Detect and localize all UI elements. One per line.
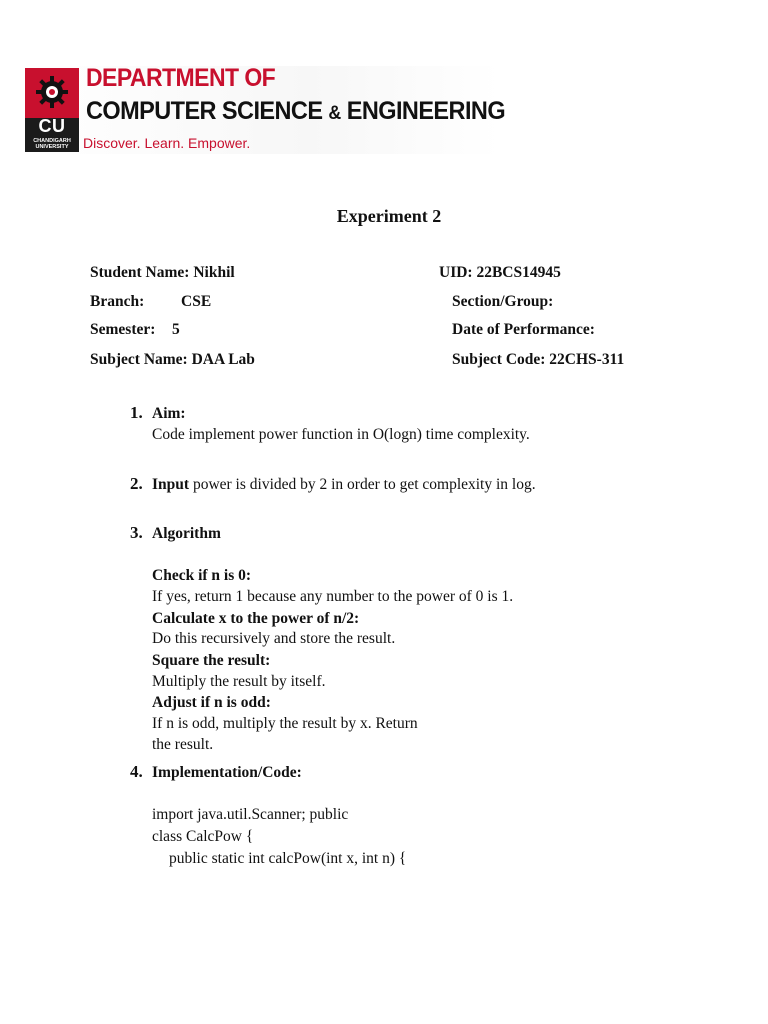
page-title: Experiment 2	[336, 206, 442, 226]
algorithm-heading: Algorithm	[152, 525, 221, 542]
gear-emblem-icon	[34, 74, 70, 110]
algorithm-step-heading: Check if n is 0:	[152, 567, 252, 584]
aim-heading: Aim:	[152, 405, 186, 422]
department-title-line1: DEPARTMENT OF	[86, 64, 276, 92]
input-heading: Input	[152, 476, 190, 493]
department-title-line2: COMPUTER SCIENCE & ENGINEERING	[86, 97, 506, 125]
section-group: Section/Group:	[452, 293, 554, 310]
section-number-algorithm: 3.	[130, 523, 143, 542]
student-name: Student Name: Nikhil	[90, 264, 235, 281]
semester-label: Semester:	[90, 321, 156, 338]
algorithm-step-heading: Adjust if n is odd:	[152, 694, 271, 711]
algorithm-step-text: the result.	[152, 736, 214, 753]
aim-text: Code implement power function in O(logn) time complexity.	[152, 426, 530, 443]
branch-label: Branch:	[90, 293, 145, 310]
implementation-heading: Implementation/Code:	[152, 764, 302, 781]
algorithm-step-text: Do this recursively and store the result.	[152, 630, 396, 647]
semester-value: 5	[172, 321, 180, 338]
tagline: Discover. Learn. Empower.	[83, 135, 251, 151]
uid: UID: 22BCS14945	[439, 264, 561, 281]
section-number-implementation: 4.	[130, 762, 143, 781]
subject-code: Subject Code: 22CHS-311	[452, 351, 625, 368]
code-line: class CalcPow {	[152, 828, 254, 845]
logo-university-name: CHANDIGARH UNIVERSITY	[33, 138, 71, 150]
algorithm-step-heading: Calculate x to the power of n/2:	[152, 610, 360, 627]
university-logo	[25, 68, 79, 152]
code-line: public static int calcPow(int x, int n) {	[169, 850, 407, 867]
algorithm-step-text: If n is odd, multiply the result by x. Return	[152, 715, 418, 732]
input-paragraph	[152, 476, 536, 494]
section-number-aim: 1.	[130, 403, 143, 422]
algorithm-step-text: If yes, return 1 because any number to the power of 0 is 1.	[152, 588, 514, 605]
input-text: power is divided by 2 in order to get complexity in log.	[189, 476, 536, 493]
algorithm-step-heading: Square the result:	[152, 652, 271, 669]
section-number-input: 2.	[130, 474, 143, 493]
date-of-performance: Date of Performance:	[452, 321, 595, 338]
code-line: import java.util.Scanner; public	[152, 806, 349, 823]
branch-value: CSE	[181, 293, 212, 310]
subject-name: Subject Name: DAA Lab	[90, 351, 255, 368]
algorithm-step-text: Multiply the result by itself.	[152, 673, 326, 690]
logo-abbreviation: CU	[38, 116, 66, 136]
